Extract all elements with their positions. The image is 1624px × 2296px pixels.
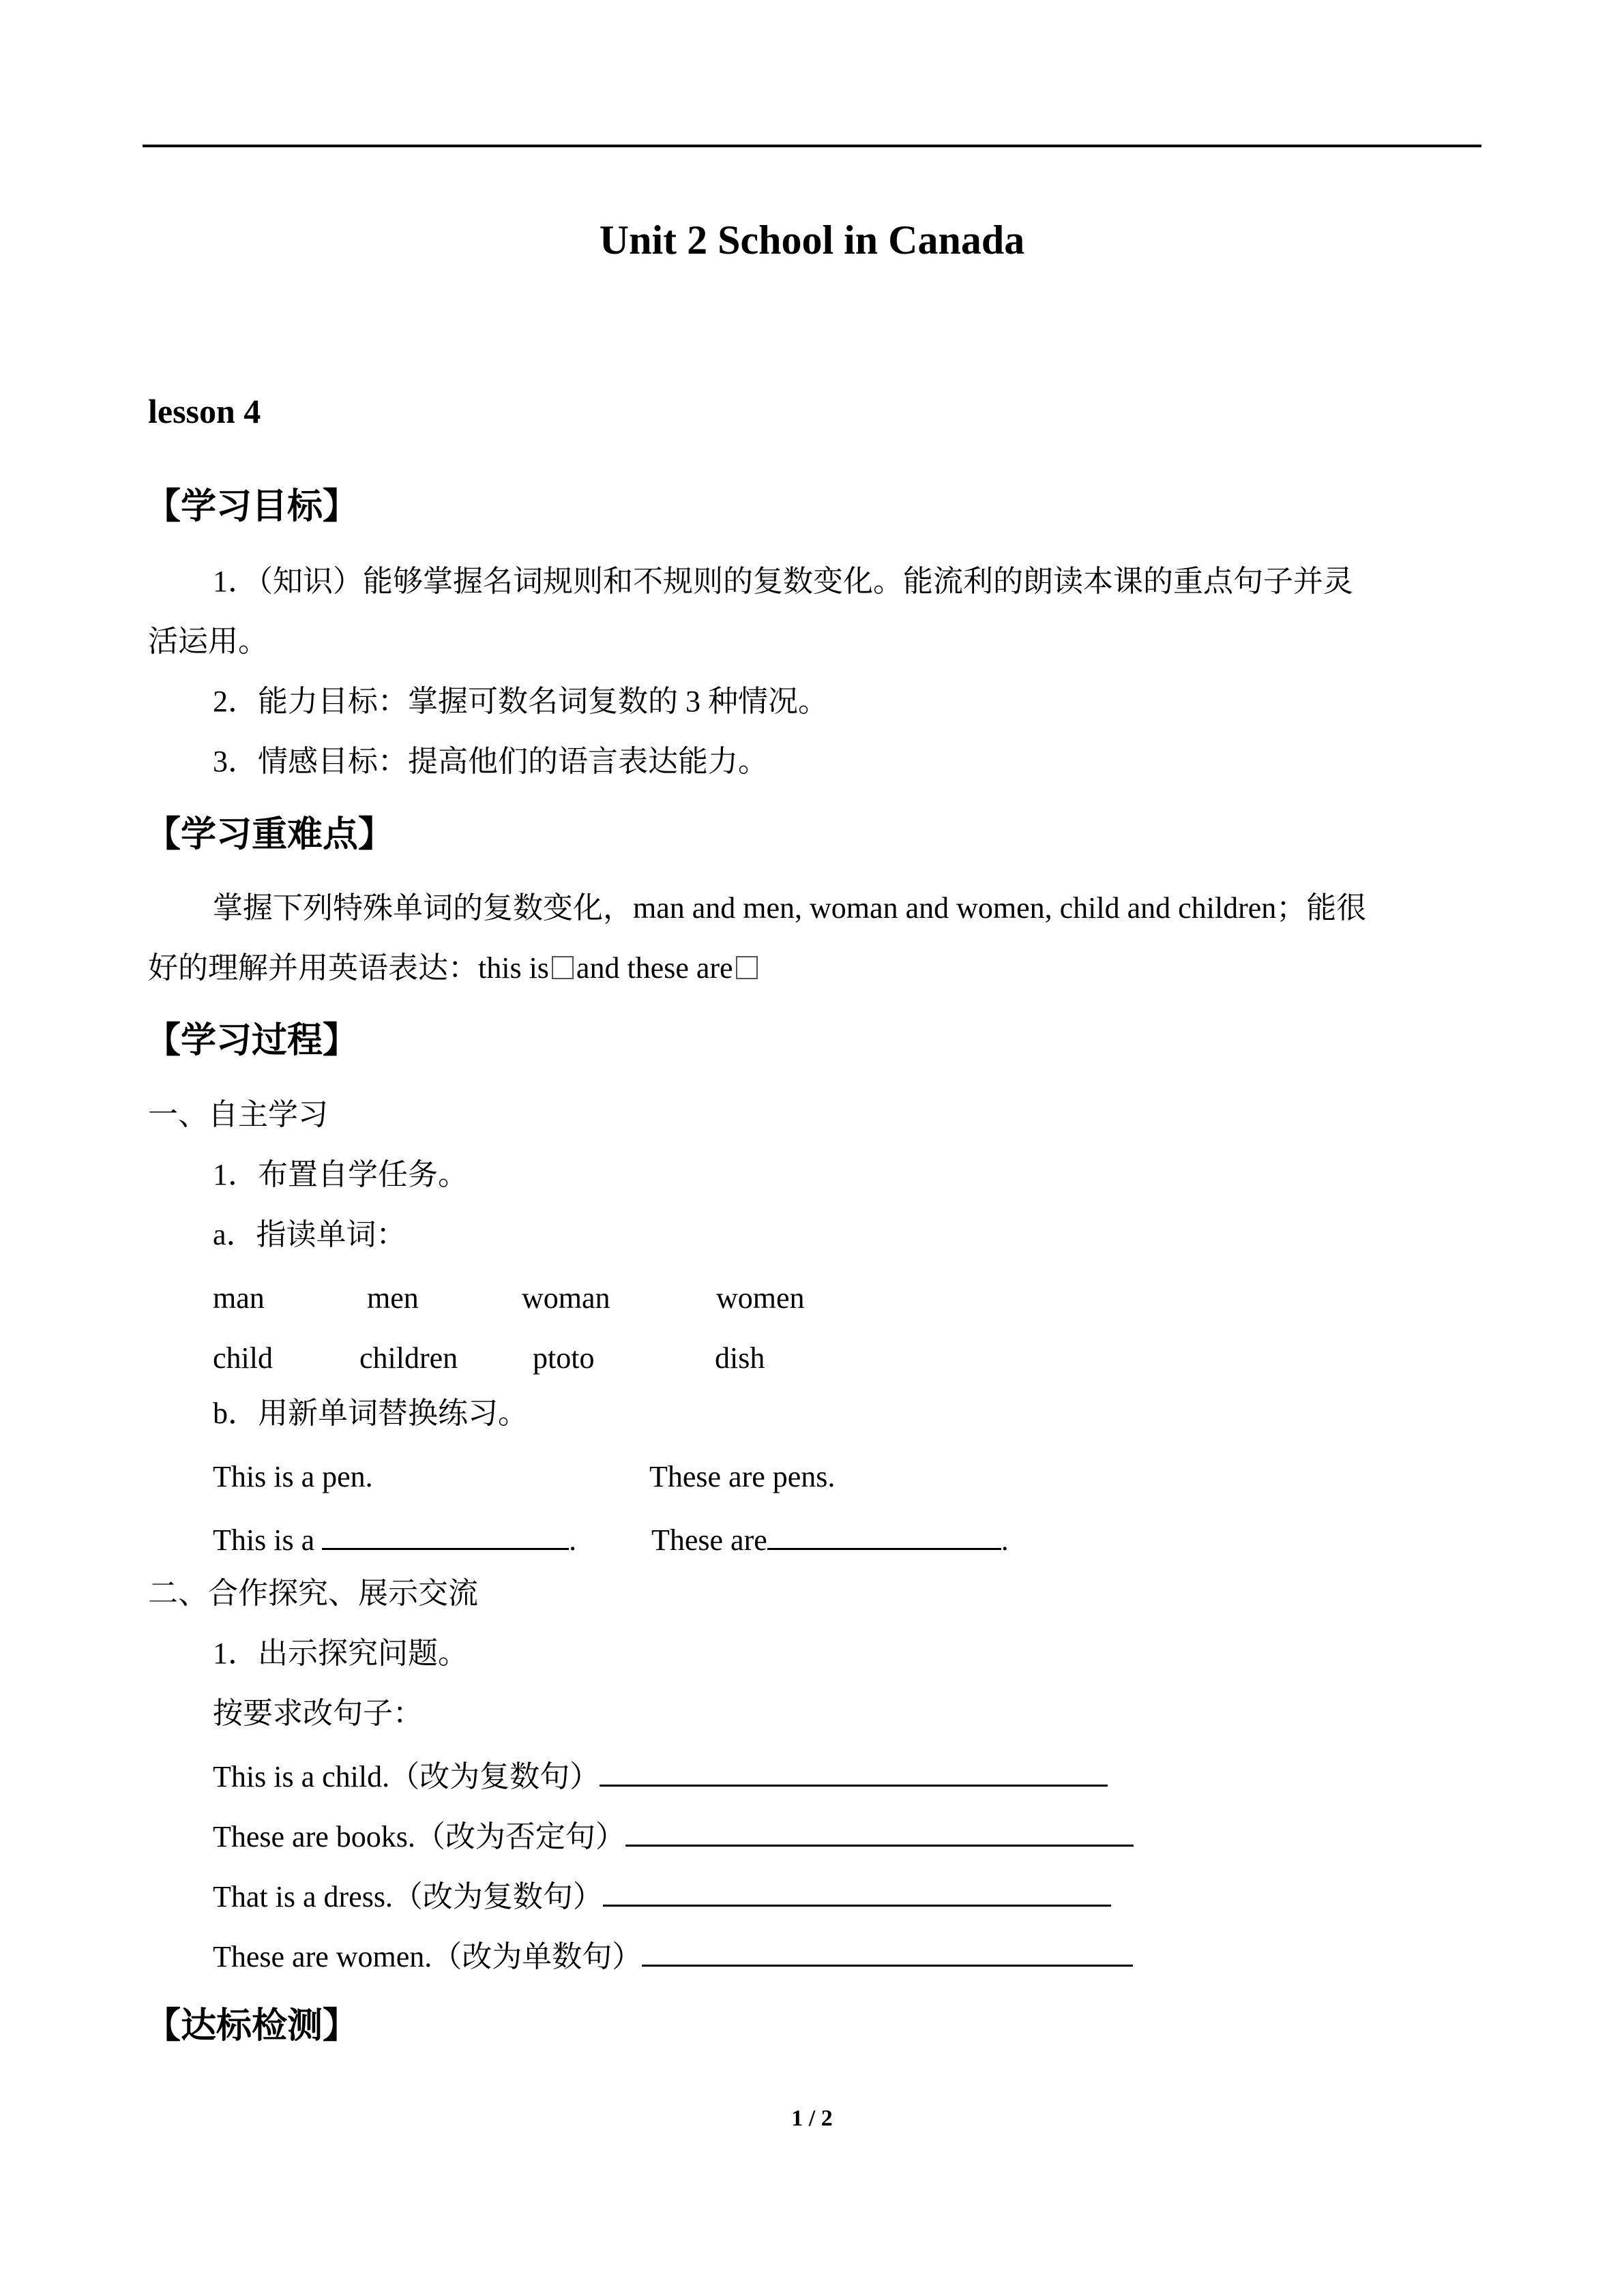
word: woman <box>522 1281 610 1315</box>
section-test: 【达标检测】 <box>145 2006 359 2046</box>
part1-task: 1．布置自学任务。 <box>213 1158 468 1191</box>
blank-box-icon <box>552 956 574 979</box>
part1-b: b．用新单词替换练习。 <box>213 1397 528 1430</box>
part2-task: 1．出示探究问题。 <box>213 1637 468 1670</box>
lesson-label: lesson 4 <box>148 392 261 430</box>
key-points-text-a: 好的理解并用英语表达：this is <box>148 951 549 985</box>
word: ptoto <box>533 1341 595 1375</box>
word: man <box>213 1281 265 1315</box>
example-2-left <box>213 1517 576 1561</box>
rewrite-sentence-text: These are books.（改为否定句） <box>213 1820 625 1853</box>
goal-1-line-2: 活运用。 <box>148 625 268 658</box>
answer-blank <box>642 1933 1133 1967</box>
rewrite-sentence <box>213 1933 1133 1978</box>
example-2-right <box>651 1517 1009 1561</box>
part1-a: a．指读单词： <box>213 1218 407 1251</box>
section-key-points: 【学习重难点】 <box>145 814 394 855</box>
answer-blank <box>600 1753 1108 1787</box>
example-2-right-text: These are <box>651 1523 767 1557</box>
header-rule <box>143 145 1481 147</box>
example-1-left: This is a pen. <box>213 1460 373 1493</box>
example-2-left-text: This is a <box>213 1523 315 1557</box>
section-process: 【学习过程】 <box>145 1020 359 1061</box>
key-points-line-1: 掌握下列特殊单词的复数变化，man and men, woman and women, child and children；能很 <box>213 891 1367 925</box>
key-points-text-b: and these are <box>576 951 733 985</box>
part2-instruction: 按要求改句子： <box>213 1697 423 1730</box>
rewrite-sentence <box>213 1873 1111 1918</box>
section-goals: 【学习目标】 <box>145 486 359 527</box>
part1-heading: 一、自主学习 <box>148 1098 328 1131</box>
period: . <box>1001 1523 1009 1557</box>
goal-3: 3．情感目标：提高他们的语言表达能力。 <box>213 745 768 778</box>
example-1-right: These are pens. <box>649 1460 836 1493</box>
answer-blank <box>625 1813 1134 1847</box>
period: . <box>569 1523 577 1557</box>
blank-box-icon <box>736 956 758 979</box>
word: child <box>213 1341 273 1375</box>
fill-blank <box>767 1517 1001 1550</box>
rewrite-sentence-text: This is a child.（改为复数句） <box>213 1760 600 1793</box>
goal-2: 2．能力目标：掌握可数名词复数的 3 种情况。 <box>213 685 828 718</box>
key-points-line-2 <box>148 948 761 989</box>
document-title: Unit 2 School in Canada <box>599 218 1025 263</box>
rewrite-sentence-text: These are women.（改为单数句） <box>213 1940 643 1973</box>
rewrite-sentence-text: That is a dress.（改为复数句） <box>213 1880 603 1913</box>
rewrite-sentence <box>213 1753 1108 1798</box>
word: dish <box>715 1341 765 1375</box>
rewrite-sentence <box>213 1813 1134 1858</box>
word: men <box>367 1281 419 1315</box>
part2-heading: 二、合作探究、展示交流 <box>148 1577 478 1610</box>
word: women <box>716 1281 805 1315</box>
fill-blank <box>322 1517 569 1550</box>
answer-blank <box>603 1873 1111 1907</box>
page-number: 1 / 2 <box>791 2106 833 2131</box>
word: children <box>359 1341 458 1375</box>
goal-1-line-1: 1．（知识）能够掌握名词规则和不规则的复数变化。能流利的朗读本课的重点句子并灵 <box>213 565 1353 598</box>
